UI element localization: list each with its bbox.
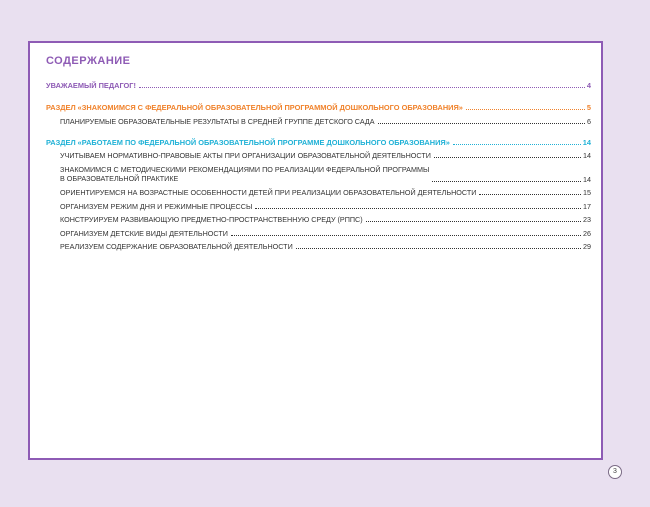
toc-section-entry[interactable] bbox=[46, 81, 591, 90]
dot-leader bbox=[231, 235, 581, 236]
toc-page-number: 14 bbox=[583, 174, 591, 184]
toc-entry-title: УЧИТЫВАЕМ НОРМАТИВНО-ПРАВОВЫЕ АКТЫ ПРИ ОРГАНИЗАЦИИ ОБРАЗОВАТЕЛЬНОЙ ДЕЯТЕЛЬНОСТИ bbox=[60, 151, 431, 160]
contents-title: СОДЕРЖАНИЕ bbox=[46, 55, 131, 67]
toc-entry[interactable] bbox=[46, 242, 591, 251]
toc-page-number: 6 bbox=[587, 116, 591, 126]
toc-page-number: 14 bbox=[582, 137, 591, 147]
toc-page-number: 15 bbox=[583, 188, 591, 197]
dot-leader bbox=[378, 123, 585, 124]
dot-leader bbox=[366, 221, 581, 222]
page-number: 3 bbox=[608, 465, 622, 479]
toc-entry[interactable] bbox=[46, 202, 591, 211]
toc-section-entry[interactable] bbox=[46, 138, 591, 147]
contents-frame bbox=[28, 41, 603, 460]
toc-page-number: 17 bbox=[583, 201, 591, 211]
toc-entry[interactable] bbox=[46, 165, 591, 184]
toc-entry-title: УВАЖАЕМЫЙ ПЕДАГОГ! bbox=[46, 81, 136, 90]
toc-entry-title: РЕАЛИЗУЕМ СОДЕРЖАНИЕ ОБРАЗОВАТЕЛЬНОЙ ДЕЯТЕЛЬНОСТИ bbox=[60, 242, 293, 251]
toc-entry[interactable] bbox=[46, 215, 591, 224]
dot-leader bbox=[296, 248, 581, 249]
toc-page-number: 4 bbox=[586, 81, 591, 90]
table-of-contents bbox=[46, 81, 591, 251]
toc-page-number: 14 bbox=[583, 151, 591, 160]
dot-leader bbox=[434, 157, 581, 158]
toc-section-entry[interactable] bbox=[46, 103, 591, 112]
dot-leader bbox=[432, 181, 581, 182]
toc-entry[interactable] bbox=[46, 117, 591, 126]
toc-entry-title: ОРГАНИЗУЕМ ДЕТСКИЕ ВИДЫ ДЕЯТЕЛЬНОСТИ bbox=[60, 228, 228, 238]
dot-leader bbox=[139, 87, 585, 88]
dot-leader bbox=[255, 208, 581, 209]
toc-entry-title: ЗНАКОМИМСЯ С МЕТОДИЧЕСКИМИ РЕКОМЕНДАЦИЯМИ ПО РЕАЛИЗАЦИИ ФЕДЕРАЛЬНОЙ ПРОГРАММЫ В ОБРАЗОВАТЕЛЬНОЙ ПРАКТИКЕ bbox=[60, 164, 430, 183]
toc-entry[interactable] bbox=[46, 151, 591, 160]
toc-entry-title: ОРИЕНТИРУЕМСЯ НА ВОЗРАСТНЫЕ ОСОБЕННОСТИ ДЕТЕЙ ПРИ РЕАЛИЗАЦИИ ОБРАЗОВАТЕЛЬНОЙ ДЕЯТЕЛЬНОСТИ bbox=[60, 188, 477, 197]
toc-entry-title: РАЗДЕЛ «РАБОТАЕМ ПО ФЕДЕРАЛЬНОЙ ОБРАЗОВАТЕЛЬНОЙ ПРОГРАММЕ ДОШКОЛЬНОГО ОБРАЗОВАНИЯ» bbox=[46, 137, 450, 147]
toc-page-number: 26 bbox=[583, 228, 591, 238]
toc-page-number: 5 bbox=[586, 103, 591, 112]
dot-leader bbox=[453, 144, 581, 145]
toc-entry-title: КОНСТРУИРУЕМ РАЗВИВАЮЩУЮ ПРЕДМЕТНО-ПРОСТРАНСТВЕННУЮ СРЕДУ (РППС) bbox=[60, 215, 363, 224]
toc-page-number: 29 bbox=[583, 242, 591, 251]
dot-leader bbox=[479, 194, 581, 195]
toc-entry-title: РАЗДЕЛ «ЗНАКОМИМСЯ С ФЕДЕРАЛЬНОЙ ОБРАЗОВАТЕЛЬНОЙ ПРОГРАММОЙ ДОШКОЛЬНОГО ОБРАЗОВАНИЯ» bbox=[46, 103, 463, 112]
toc-entry-title: ОРГАНИЗУЕМ РЕЖИМ ДНЯ И РЕЖИМНЫЕ ПРОЦЕССЫ bbox=[60, 201, 253, 211]
dot-leader bbox=[466, 109, 585, 110]
toc-entry-title: ПЛАНИРУЕМЫЕ ОБРАЗОВАТЕЛЬНЫЕ РЕЗУЛЬТАТЫ В СРЕДНЕЙ ГРУППЕ ДЕТСКОГО САДА bbox=[60, 116, 375, 126]
toc-page-number: 23 bbox=[583, 215, 591, 224]
toc-entry[interactable] bbox=[46, 188, 591, 197]
toc-entry[interactable] bbox=[46, 229, 591, 238]
